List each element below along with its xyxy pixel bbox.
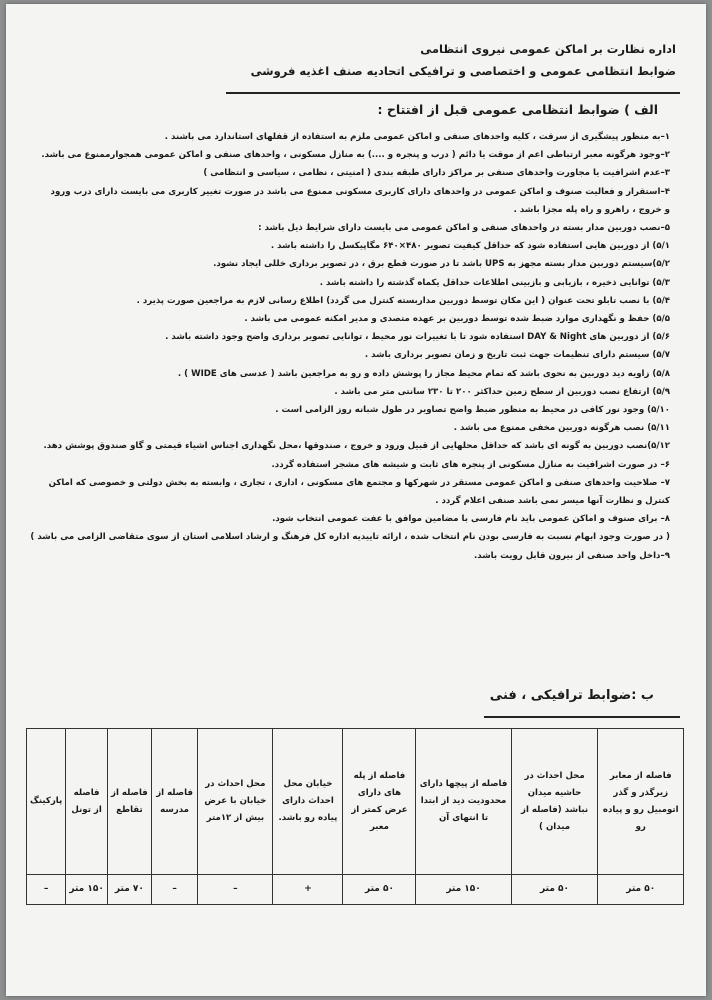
rule-line: ۸– برای صنوف و اماکن عمومی باید نام فارسی با مضامین موافق با عفت عمومی انتخاب شود. xyxy=(272,514,670,525)
table-cell: – xyxy=(198,875,273,905)
rule-line: ۵–نصب دوربین مدار بسته در واحدهای صنفی و اماکن عمومی می بایست دارای شرایط ذیل باشد : xyxy=(258,223,670,234)
rule-line: و خروج ، راهرو و راه پله مجزا باشد . xyxy=(513,204,670,215)
table-cell: ۱۵۰ متر xyxy=(416,875,511,905)
table-header-cell: پارکینگ xyxy=(27,729,66,875)
table-cell: ۵۰ متر xyxy=(511,875,598,905)
traffic-rules-table xyxy=(26,728,684,905)
rule-line: ۵/۴) با نصب تابلو تحت عنوان ( این مکان توسط دوربین مداربسته کنترل می گردد) اطلاع رسانی لازم به مراجعین صورت پذیرد . xyxy=(136,295,670,306)
rule-line: ۳–عدم اشرافیت یا مجاورت واحدهای صنفی بر مراکز دارای طبقه بندی ( امنیتی ، نظامی ، سیاسی و انتظامی ) xyxy=(203,168,670,179)
section-b-title: ب :ضوابط ترافیکی ، فنی xyxy=(489,688,654,703)
table-header-cell: فاصله از پیچها دارای محدودیت دید از ابتدا تا انتهای آن xyxy=(416,729,511,875)
rule-line: ۵/۲)سیستم دوربین مدار بسته مجهز به UPS باشد تا در صورت قطع برق ، در تصویر برداری خللی ایجاد نشود. xyxy=(213,259,670,270)
rule-line: ۱–به منظور پیشگیری از سرقت ، کلیه واحدهای صنفی و اماکن عمومی ملزم به استفاده از قفلهای استاندارد می باشند . xyxy=(164,132,670,142)
table-header-cell: فاصله از تونل xyxy=(66,729,108,875)
table-cell: + xyxy=(273,875,343,905)
rule-line: ( در صورت وجود ابهام نسبت به فارسی بودن نام انتخاب شده ، ارائه تاییدیه اداره کل فرهنگ و ارشاد اسلامی استان از سوی متقاضی الزامی می باشد ) xyxy=(30,532,670,543)
rule-line: ۵/۱۱) نصب هرگونه دوربین مخفی ممنوع می باشد . xyxy=(453,423,670,434)
table-header-cell: فاصله از پله های دارای عرض کمتر از معبر xyxy=(343,729,416,875)
table-header-cell: فاصله از مدرسه xyxy=(151,729,197,875)
rule-line: ۷– صلاحیت واحدهای صنفی و اماکن عمومی مستقر در شهرکها و مجتمع های مسکونی ، اداری ، تجاری ، وابسته به بخش دولتی و خصوصی که اماکن xyxy=(48,477,670,488)
section-b-divider xyxy=(484,716,680,718)
rule-line: ۵/۶) از دوربین های DAY & Night استفاده شود تا با تغییرات نور محیط ، توانایی تصویر برداری واضح وجود داشته باشد . xyxy=(165,332,670,343)
rule-line: کنترل و نظارت آنها میسر نمی باشد صنفی اعلام گردد . xyxy=(435,496,670,507)
document-header xyxy=(196,38,676,82)
table-header-cell: محل احداث در خیابان با عرض بیش از ۱۲متر xyxy=(198,729,273,875)
table-header-cell: فاصله از معابر زیرگذر و گذر اتومبیل رو و پیاده رو xyxy=(598,729,684,875)
table-header-cell: محل احداث در حاشیه میدان نباشد (فاصله از میدان ) xyxy=(511,729,598,875)
table-cell: ۷۰ متر xyxy=(107,875,151,905)
header-subject-line: ضوابط انتظامی عمومی و اختصاصی و ترافیکی اتحادیه صنف اغذیه فروشی xyxy=(250,64,676,78)
rule-line: ۴–استقرار و فعالیت صنوف و اماکن عمومی در واحدهای دارای کاربری مسکونی ممنوع می باشد در صورت تغییر کاربری می بایست دارای درب ورود xyxy=(50,186,670,197)
rule-line: ۵/۱۲)نصب دوربین به گونه ای باشد که حداقل محلهایی از قبیل ورود و خروج ، صندوقها ،محل نگهداری اجناس اشیاء قیمتی و گاو صندوق پوشش دهد. xyxy=(43,441,670,452)
rule-line: ۵/۹) ارتفاع نصب دوربین از سطح زمین حداکثر ۲۰۰ تا ۲۳۰ سانتی متر می باشد . xyxy=(334,386,670,397)
table-header-cell: خیابان محل احداث دارای پیاده رو باشد. xyxy=(273,729,343,875)
rule-line: ۵/۷) سیستم دارای تنظیمات جهت ثبت تاریخ و زمان تصویر برداری باشد . xyxy=(364,350,670,361)
table-cell: ۱۵۰ متر xyxy=(66,875,108,905)
document-page xyxy=(6,4,706,996)
table-cell: – xyxy=(27,875,66,905)
table-cell: – xyxy=(151,875,197,905)
rule-line: ۵/۵) حفظ و نگهداری موارد ضبط شده توسط دوربین بر عهده متصدی و مدیر امکنه عمومی می باشد . xyxy=(244,314,670,325)
table-row xyxy=(27,875,684,905)
rule-line: ۵/۳) توانایی ذخیره ، بازیابی و بازبینی اطلاعات حداقل یکماه گذشته را داشته باشد . xyxy=(319,277,670,288)
section-a-body xyxy=(30,128,670,565)
rule-line: ۲–وجود هرگونه معبر ارتباطی اعم از موقت یا دائم ( درب و پنجره و ....) به منازل مسکونی ، واحدهای صنفی و اماکن عمومی همجوارممنوع می باشد. xyxy=(41,150,670,161)
rule-line: ۵/۱) از دوربین هایی استفاده شود که حداقل کیفیت تصویر ۴۸۰×۶۴۰ مگاپیکسل را داشته باشد . xyxy=(270,241,670,252)
rule-line: ۶– در صورت اشرافیت به منازل مسکونی از پنجره های ثابت و شیشه های مشجر استفاده گردد. xyxy=(271,459,670,470)
rule-line: ۹–داخل واحد صنفی از بیرون قابل رویت باشد. xyxy=(474,550,670,561)
section-a-title: الف ) ضوابط انتظامی عمومی قبل از افتتاح : xyxy=(377,102,658,117)
table-header-cell: فاصله از تقاطع xyxy=(107,729,151,875)
table-cell: ۵۰ متر xyxy=(343,875,416,905)
rule-line: ۵/۱۰) وجود نور کافی در محیط به منظور ضبط واضح تصاویر در طول شبانه روز الزامی است . xyxy=(275,405,670,416)
rule-line: ۵/۸) زاویه دید دوربین به نحوی باشد که تمام محیط مجاز را پوشش داده و رو به مراجعین باشد ( عدسی های WIDE ) . xyxy=(177,368,670,379)
table-header-row xyxy=(27,729,684,875)
header-divider xyxy=(226,92,680,94)
header-office-line: اداره نظارت بر اماکن عمومی نیروی انتظامی xyxy=(420,42,676,56)
table-cell: ۵۰ متر xyxy=(598,875,684,905)
